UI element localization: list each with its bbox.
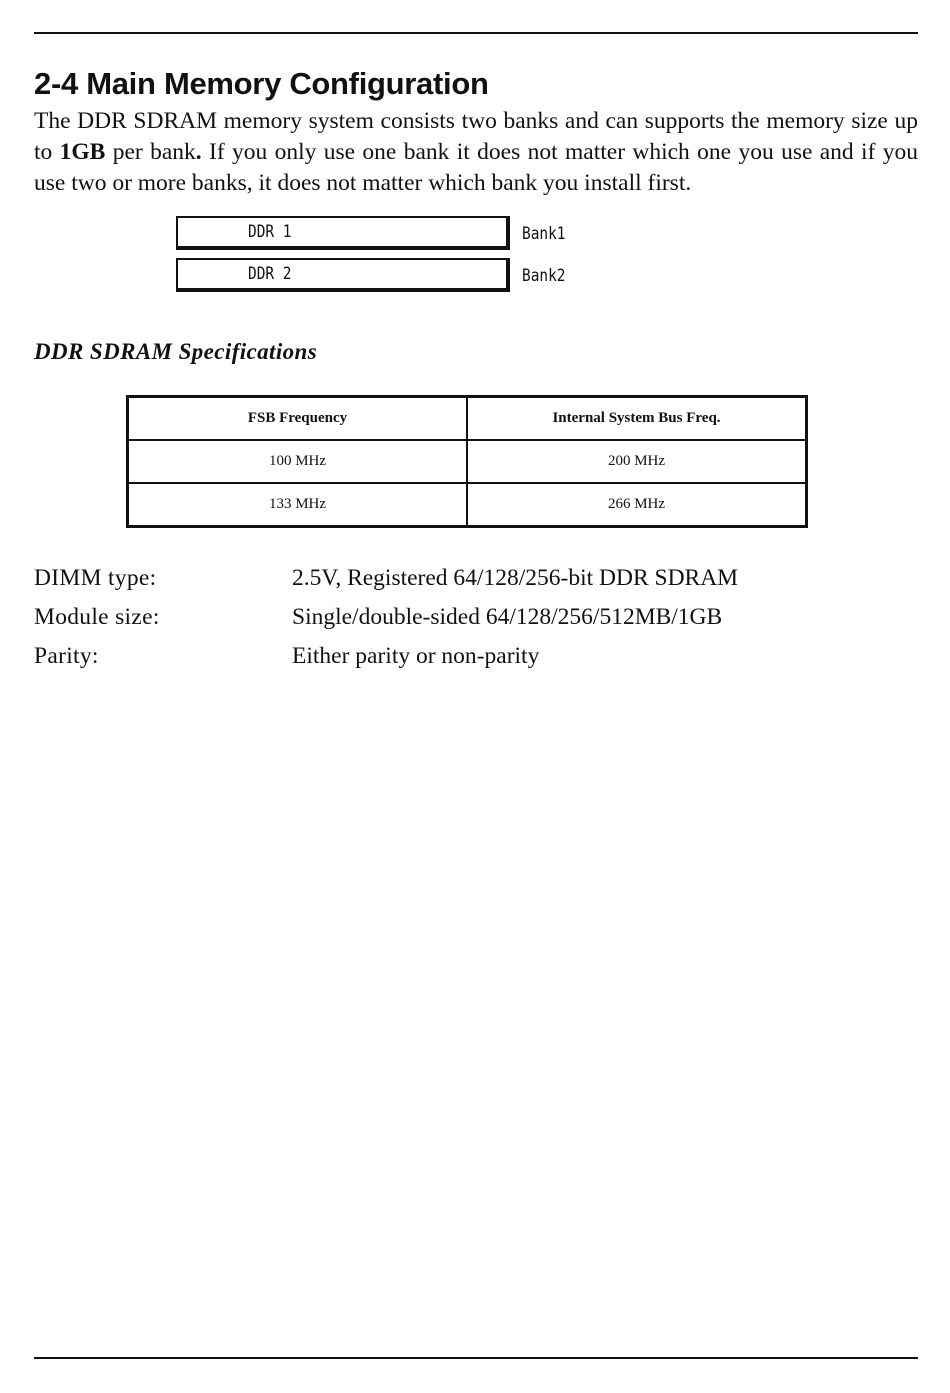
- footer-rule: [34, 1357, 918, 1359]
- intro-paragraph: [34, 106, 918, 199]
- spec-value: 2.5V, Registered 64/128/256-bit DDR SDRAM: [292, 565, 739, 591]
- specifications-title: DDR SDRAM Specifications: [34, 339, 318, 364]
- intro-text-2: per bank: [105, 139, 196, 165]
- intro-period: .: [195, 139, 202, 165]
- header-rule: [34, 32, 918, 34]
- dimm-slot-label: DDR 2: [248, 264, 292, 284]
- spec-item: [34, 562, 918, 601]
- dimm-slot-ddr1: [176, 216, 510, 250]
- table-header-row: [128, 397, 807, 441]
- table-header-cell: Internal System Bus Freq.: [467, 397, 807, 441]
- table-cell: 133 MHz: [128, 483, 468, 527]
- intro-text-3: If you only use one bank it does not matter which one you use and if you use two or more banks, it does not matter which bank you install first.: [34, 139, 918, 196]
- spec-label: Parity:: [34, 643, 99, 669]
- table-cell: 100 MHz: [128, 440, 468, 483]
- intro-text-1: The DDR SDRAM memory system consists two banks and can supports the memory size up to: [34, 108, 918, 165]
- table-header-cell: FSB Frequency: [128, 397, 468, 441]
- table-cell: 200 MHz: [467, 440, 807, 483]
- frequency-table: [126, 395, 808, 528]
- table-row: [128, 483, 807, 527]
- spec-label: DIMM type:: [34, 565, 157, 591]
- spec-item: [34, 640, 918, 679]
- spec-list: [34, 562, 918, 679]
- dimm-slot-ddr2: [176, 258, 510, 292]
- section-title: 2-4 Main Memory Configuration: [34, 66, 489, 101]
- bank-label: Bank1: [522, 224, 566, 244]
- table-cell: 266 MHz: [467, 483, 807, 527]
- intro-max-size: 1GB: [59, 139, 106, 165]
- table-row: [128, 440, 807, 483]
- spec-value: Either parity or non-parity: [292, 643, 540, 669]
- dimm-slot-label: DDR 1: [248, 222, 292, 242]
- spec-label: Module size:: [34, 604, 160, 630]
- spec-value: Single/double-sided 64/128/256/512MB/1GB: [292, 604, 723, 630]
- bank-label: Bank2: [522, 266, 566, 286]
- spec-item: [34, 601, 918, 640]
